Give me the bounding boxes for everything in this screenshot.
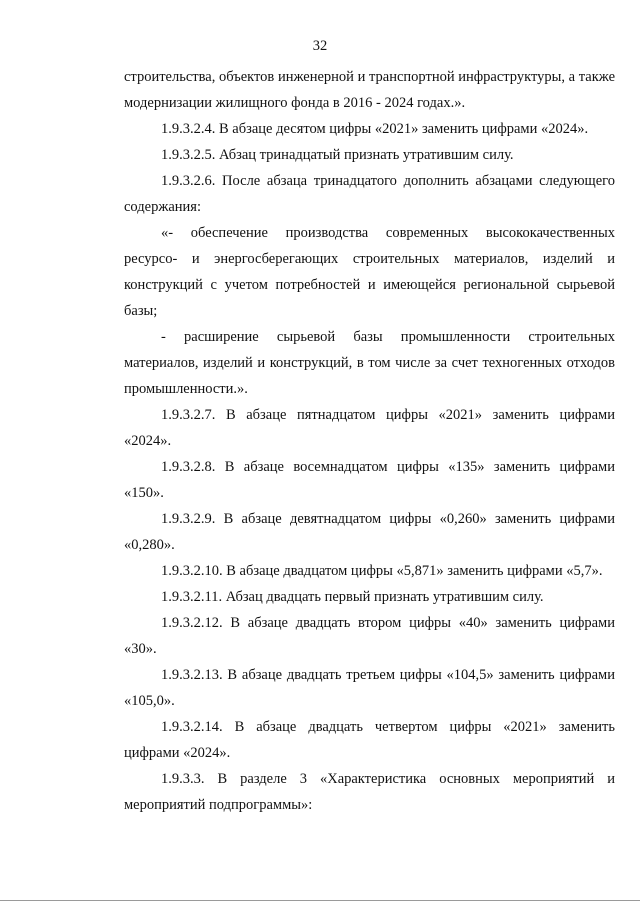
paragraph-continuation: строительства, объектов инженерной и транспортной инфраструктуры, а также модернизации жилищного фонда в 2016 - 2024 годах.».	[124, 69, 615, 111]
page-bottom-edge	[0, 900, 640, 901]
paragraph-1-9-3-2-10: 1.9.3.2.10. В абзаце двадцатом цифры «5,871» заменить цифрами «5,7».	[161, 563, 603, 579]
paragraph-1-9-3-2-5: 1.9.3.2.5. Абзац тринадцатый признать утратившим силу.	[161, 147, 514, 163]
document-body	[124, 64, 615, 818]
paragraph-1-9-3-2-6: 1.9.3.2.6. После абзаца тринадцатого дополнить абзацами следующего содержания:	[124, 173, 615, 215]
paragraph-1-9-3-2-8: 1.9.3.2.8. В абзаце восемнадцатом цифры «135» заменить цифрами «150».	[124, 459, 615, 501]
paragraph-quote-expansion: - расширение сырьевой базы промышленности строительных материалов, изделий и конструкций, в том числе за счет техногенных отходов промышленности.».	[124, 329, 615, 397]
paragraph-quote-production: «- обеспечение производства современных высококачественных ресурсо- и энергосберегающих строительных материалов, изделий и конструкций с учетом потребностей и имеющейся региональной сырьевой базы;	[124, 225, 615, 319]
paragraph-1-9-3-2-14: 1.9.3.2.14. В абзаце двадцать четвертом цифры «2021» заменить цифрами «2024».	[124, 719, 615, 761]
paragraph-1-9-3-2-13: 1.9.3.2.13. В абзаце двадцать третьем цифры «104,5» заменить цифрами «105,0».	[124, 667, 615, 709]
paragraph-1-9-3-3: 1.9.3.3. В разделе 3 «Характеристика основных мероприятий и мероприятий подпрограммы»:	[124, 771, 615, 813]
page-number: 32	[312, 38, 328, 54]
paragraph-1-9-3-2-12: 1.9.3.2.12. В абзаце двадцать втором цифры «40» заменить цифрами «30».	[124, 615, 615, 657]
paragraph-1-9-3-2-11: 1.9.3.2.11. Абзац двадцать первый признать утратившим силу.	[161, 589, 544, 605]
paragraph-1-9-3-2-9: 1.9.3.2.9. В абзаце девятнадцатом цифры «0,260» заменить цифрами «0,280».	[124, 511, 615, 553]
paragraph-1-9-3-2-4: 1.9.3.2.4. В абзаце десятом цифры «2021» заменить цифрами «2024».	[161, 121, 589, 137]
paragraph-1-9-3-2-7: 1.9.3.2.7. В абзаце пятнадцатом цифры «2021» заменить цифрами «2024».	[124, 407, 615, 449]
